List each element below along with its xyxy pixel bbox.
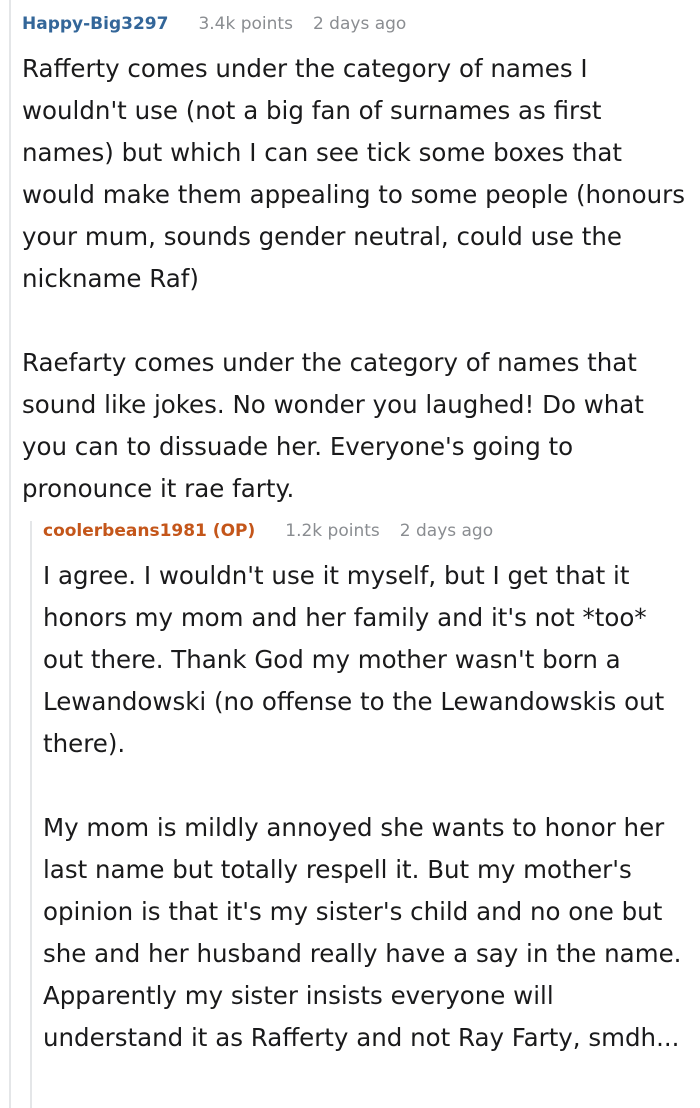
comment-author[interactable]: coolerbeans1981 (OP): [43, 521, 256, 541]
comment-paragraph: I agree. I wouldn't use it myself, but I get that it honors my mom and her family and it's not *too* out there. Thank God my mother wasn't born a Lewandowski (no offense to the Lewandowskis out there).: [43, 561, 665, 758]
reply-thread-line[interactable]: [30, 521, 32, 1108]
comment-timestamp[interactable]: 2 days ago: [312, 14, 407, 34]
comment-timestamp[interactable]: 2 days ago: [399, 521, 494, 541]
comment-body: [22, 48, 692, 510]
comment-body: [43, 555, 693, 1059]
comment: [22, 14, 692, 510]
comment-paragraph: Rafferty comes under the category of names I wouldn't use (not a big fan of surnames as first names) but which I can see tick some boxes that would make them appealing to some people (honours your mum, sounds gender neutral, could use the nickname Raf): [22, 54, 685, 293]
comment-paragraph: Raefarty comes under the category of names that sound like jokes. No wonder you laughed! Do what you can to dissuade her. Everyone's going to pronounce it rae farty.: [22, 348, 644, 503]
comment-paragraph: My mom is mildly annoyed she wants to honor her last name but totally respell it. But my mother's opinion is that it's my sister's child and no one but she and her husband really have a say in the name. Apparently my sister insists everyone will understand it as Rafferty and not Ray Farty, smdh...: [43, 813, 682, 1052]
comment-points: 3.4k points: [198, 14, 293, 34]
comment-meta: [22, 14, 692, 48]
thread-line[interactable]: [9, 0, 11, 1108]
comment-author[interactable]: Happy-Big3297: [22, 14, 169, 34]
comment-meta: [43, 521, 693, 555]
comment-points: 1.2k points: [285, 521, 380, 541]
reply-comment: [43, 521, 693, 1059]
